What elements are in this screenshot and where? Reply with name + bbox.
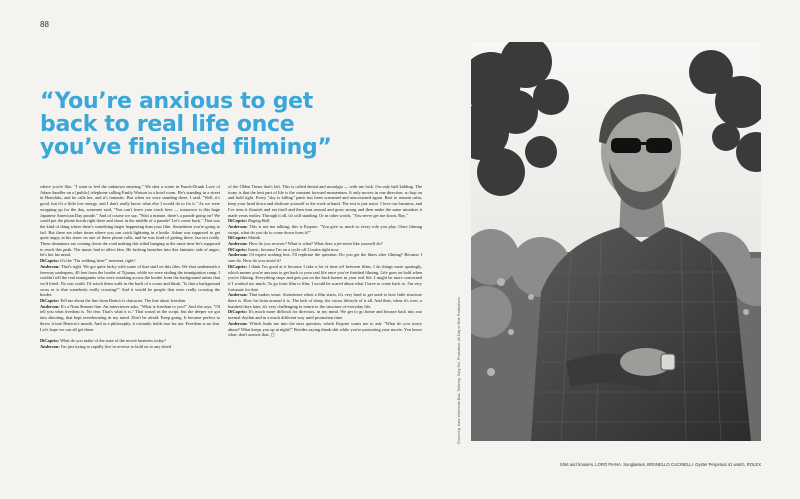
- speaker-name: DiCaprio:: [228, 309, 248, 315]
- speaker-name: DiCaprio:: [228, 235, 248, 241]
- paragraph-text: It's much more difficult for directors, in my mind. We get to go home and bounce back into our normal rhythm and in a much different way until promotion time.: [228, 309, 422, 321]
- paragraph-text: I'd expect nothing less. I'll rephrase the question: Do you get the blues after filming? Because I sure do. How do you avoid it?: [228, 252, 422, 264]
- paragraph-text: That's right. We got quite lucky with some of that stuff on this film. We shot underneath a freeway underpass, 40 feet from the border of Tijuana, while we were raiding the immigration camp. I couldn't tell the real immigrants who were sneaking across the border from the background artists that we'd hired. No one could. I'd watch them walk in the back of a scene and think, "Is that a background cross or is that somebody really crossing?" And it would be people that were really crossing the border.: [40, 263, 220, 298]
- paragraph-text: That makes sense. Sometimes when a film starts, it's very hard to get used to how little structure there is. How far from normal it is. The lack of sleep, the circus lifestyle of it all. And then, when it's over, a hundred days later, it's very challenging to return to the structure of everyday life.: [228, 292, 422, 309]
- article-column-2: [228, 184, 422, 338]
- speaker-name: DiCaprio:: [40, 337, 60, 343]
- speaker-name: Anderson:: [40, 343, 60, 349]
- paragraph-text: This is not me talking; this is Esquire. "You give so much to every role you play. Once filming wraps, what do you do to come down from it?": [228, 223, 422, 235]
- speaker-name: Anderson:: [228, 223, 248, 229]
- paragraph-text: I'm just trying to rapidly live in reverse to hold on to any shred: [60, 343, 172, 349]
- speaker-name: Anderson:: [40, 263, 60, 269]
- speaker-name: Anderson:: [228, 252, 248, 258]
- page-number: 88: [40, 20, 49, 29]
- paragraph-text: I think I'm good at it because I take a lot of time off between films. I do things more sparingly, which means you're anxious to get back to your real life once you've finished filming. Life goes on hold when you're filming. Everything stops and gets put on the back burner in your real life. I might be more concerned if I worked too much. To go from film to film, I would be scared about what I have to come back to. I'm very fortunate for that.: [228, 263, 422, 292]
- paragraph-text: where you're like, "I want to feel the unknown entering." We shot a scene in Punch-Drunk Love of Adam Sandler on a [public] telephone calling Emily Watson in a hotel room. He's standing in a street in Honolulu, and he calls her, and it's fantastic. But when we were standing there, I said, "Well, it's good, but it's a little low energy, and I don't really know what else I would do to fix it." As we were wrapping up for the day, someone said, "You can't leave your truck here — tomorrow is this huge Japanese American Day parade." And of course we say, "Wait a minute, there's a parade going on? We could put the phone booth right there and shoot in the middle of a parade? Let's come back." That was the kind of thing where there's something larger happening than your film. Sometimes you're going to fail. But there are other times where you can catch lightning in a bottle. Adam was supposed to get quite angry at his sister on one of these phone calls, and he was kind of getting there, but not really. These drummers are coming down the road making this tribal banging at the same time he's supposed to reach this peak. The music had to affect him. He fucking launches into this fantastic side of anger; let's hot his mind.: [40, 184, 220, 258]
- speaker-name: Anderson:: [228, 320, 248, 326]
- paragraph-text: Ironic, because I'm on a cycle off Croatia right now.: [248, 246, 340, 252]
- article-paragraph: [228, 264, 422, 293]
- article-paragraph: [228, 252, 422, 263]
- article-paragraph: [40, 304, 220, 333]
- paragraph-text: Raging Bull.: [248, 218, 271, 224]
- pull-quote: “You’re anxious to get back to real life once you’ve finished filming”: [40, 89, 332, 160]
- article-paragraph: [228, 309, 422, 320]
- paragraph-text: Tell me about the line from Benicio's character. The line about freedom.: [60, 298, 187, 304]
- paragraph-text: of the Olden Times that's left. This is called denial and nostalgia — with me luck. I'm only half kidding. The irony is that the best part of life is the constant forward momentum. It only moves in one direction, so hop on and hold tight. Every "sky is falling" panic has been screamed and unscreamed again. Best to remain calm, keep your head down and dedicate yourself to the work at hand. The rest is just noise. I love our business, and I've seen it flourish and eat itself and then turn around and grow strong and then make the same mistakes it made years earlier. Through it all, it's still standing. Or in other words, "You never get me down, Ray.": [228, 184, 422, 218]
- paragraph-text: What do you make of the state of the movie business today?: [60, 337, 166, 343]
- article-paragraph: [228, 292, 422, 309]
- article-paragraph: [40, 264, 220, 298]
- article-paragraph: [40, 344, 220, 350]
- speaker-name: DiCaprio:: [40, 298, 60, 304]
- photo-caption: Shirt and trousers, LORO PIANA. Sunglasses, BRUNELLO CUCINELLI. Oyster Perpetual 41 watch, ROLEX: [559, 462, 761, 467]
- speaker-name: DiCaprio:: [228, 263, 248, 269]
- article-paragraph: [228, 321, 422, 338]
- speaker-name: Anderson:: [228, 241, 248, 247]
- paragraph-text: It's a Nina Simone line. An interviewer asks, "What is freedom to you?" And she says, "I'll tell you what freedom is. No fear. That's what it is." That wasn't in the script, but the deeper we got into shooting, that kept reverberating in my mind. Don't be afraid. Keep going. It became perfect to throw it into Benicio's mouth. And as a philosophy, it certainly holds true for me. Freedom is no fear. Let's hope we can all get there.: [40, 303, 220, 332]
- article-paragraph: [228, 184, 422, 218]
- speaker-name: DiCaprio:: [228, 246, 248, 252]
- article-paragraph: [40, 184, 220, 258]
- paragraph-text: Shrink.: [248, 235, 261, 241]
- article-column-1: [40, 184, 220, 349]
- speaker-name: DiCaprio:: [40, 258, 60, 264]
- speaker-name: Anderson:: [228, 292, 248, 298]
- paragraph-text: It's the "I'm walking here!" moment, right?: [60, 258, 136, 264]
- portrait-photo: [471, 42, 761, 441]
- photo-credit: Grooming: Kara Yoshimoto Bua. Tailoring: Susy Hui. Production: All Day or Blue Productions: [457, 297, 461, 444]
- article-paragraph: [228, 224, 422, 235]
- speaker-name: DiCaprio:: [228, 218, 248, 224]
- paragraph-text: How do you recover? What is what? What does a jet-setter like yourself do?: [248, 241, 383, 247]
- speaker-name: Anderson:: [40, 303, 60, 309]
- paragraph-text: Which leads me into the next question, which Esquire wants me to ask: "What do you worry about? What keeps you up at night?" Besides saying thank shit while you're promoting your movie. You know what, don't answer that. ◻: [228, 320, 422, 338]
